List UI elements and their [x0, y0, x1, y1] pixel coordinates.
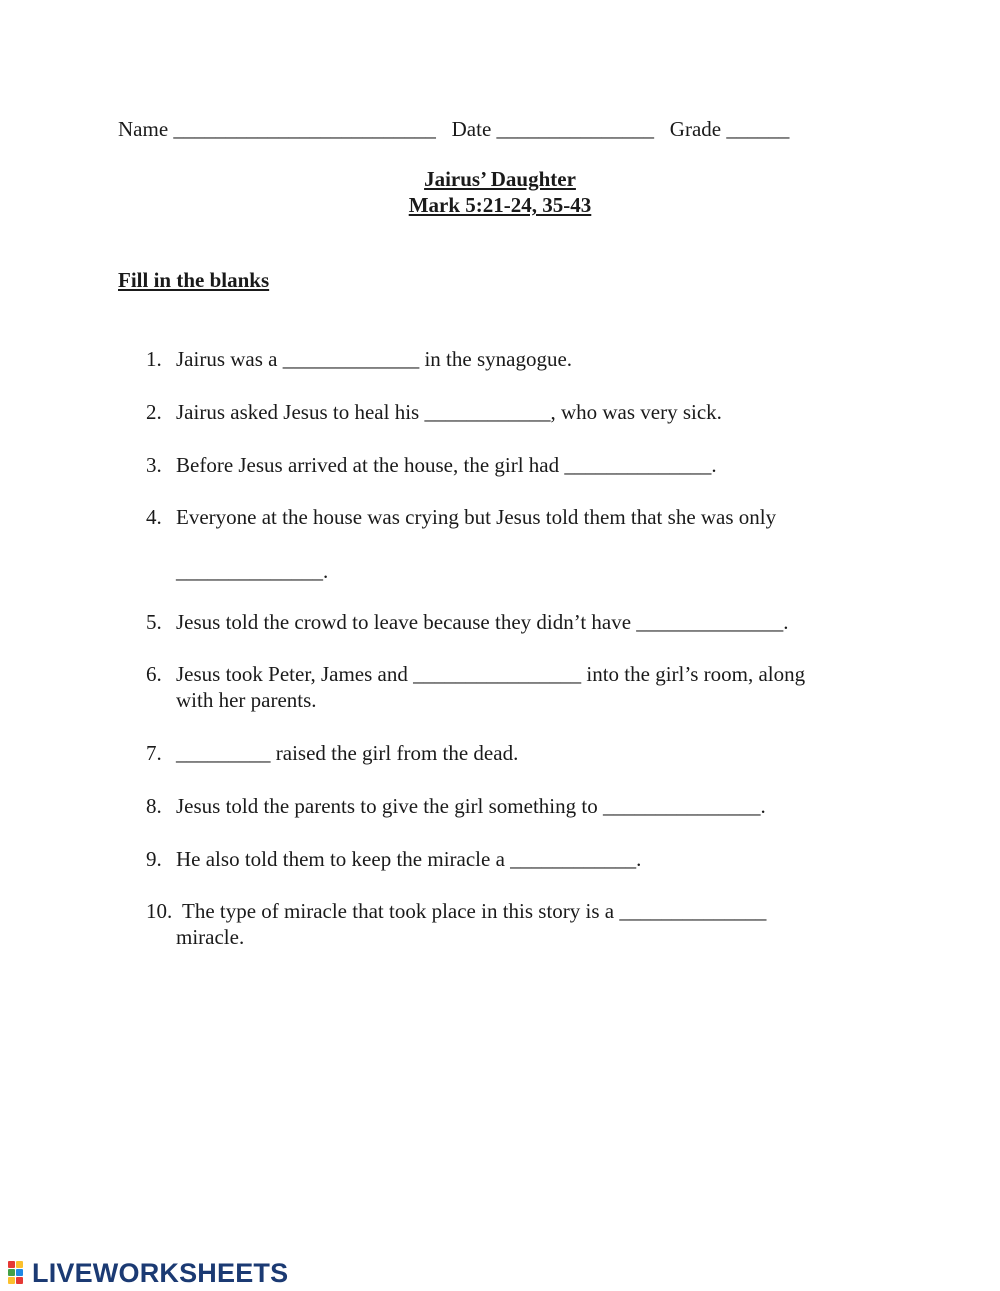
question-text-continued: with her parents.	[176, 688, 317, 712]
question-text: Jairus asked Jesus to heal his ____________, who was very sick.	[176, 400, 722, 424]
question-number: 6.	[146, 662, 162, 686]
question-number: 2.	[146, 400, 162, 424]
question-text-continued: ______________.	[176, 559, 329, 583]
question-number: 3.	[146, 453, 162, 477]
question-text: _________ raised the girl from the dead.	[176, 741, 519, 765]
student-info-line: Name _________________________ Date _______________ Grade ______	[118, 117, 790, 141]
scripture-reference: Mark 5:21-24, 35-43	[408, 193, 592, 217]
question-text: Before Jesus arrived at the house, the girl had ______________.	[176, 453, 717, 477]
liveworksheets-logo[interactable]	[8, 1259, 288, 1287]
question-text: Jesus told the crowd to leave because they didn’t have ______________.	[176, 610, 789, 634]
question-number: 8.	[146, 794, 162, 818]
question-number: 7.	[146, 741, 162, 765]
liveworksheets-logo-icon	[8, 1261, 30, 1285]
question-number: 9.	[146, 847, 162, 871]
question-number: 5.	[146, 610, 162, 634]
question-text: Jesus took Peter, James and ________________ into the girl’s room, along	[176, 662, 806, 686]
question-number: 10.	[146, 899, 173, 923]
worksheet-title: Jairus’ Daughter	[424, 167, 576, 191]
section-heading: Fill in the blanks	[118, 268, 270, 292]
question-text: Jesus told the parents to give the girl something to _______________.	[176, 794, 766, 818]
logo-text: LIVEWORKSHEETS	[32, 1257, 289, 1288]
question-text: Everyone at the house was crying but Jesus told them that she was only	[176, 505, 777, 529]
question-text: He also told them to keep the miracle a ____________.	[176, 847, 642, 871]
question-text: Jairus was a _____________ in the synagogue.	[176, 347, 573, 371]
question-number: 4.	[146, 505, 162, 529]
question-number: 1.	[146, 347, 162, 371]
question-text: The type of miracle that took place in this story is a ______________	[182, 899, 767, 923]
question-text-continued: miracle.	[176, 925, 245, 949]
